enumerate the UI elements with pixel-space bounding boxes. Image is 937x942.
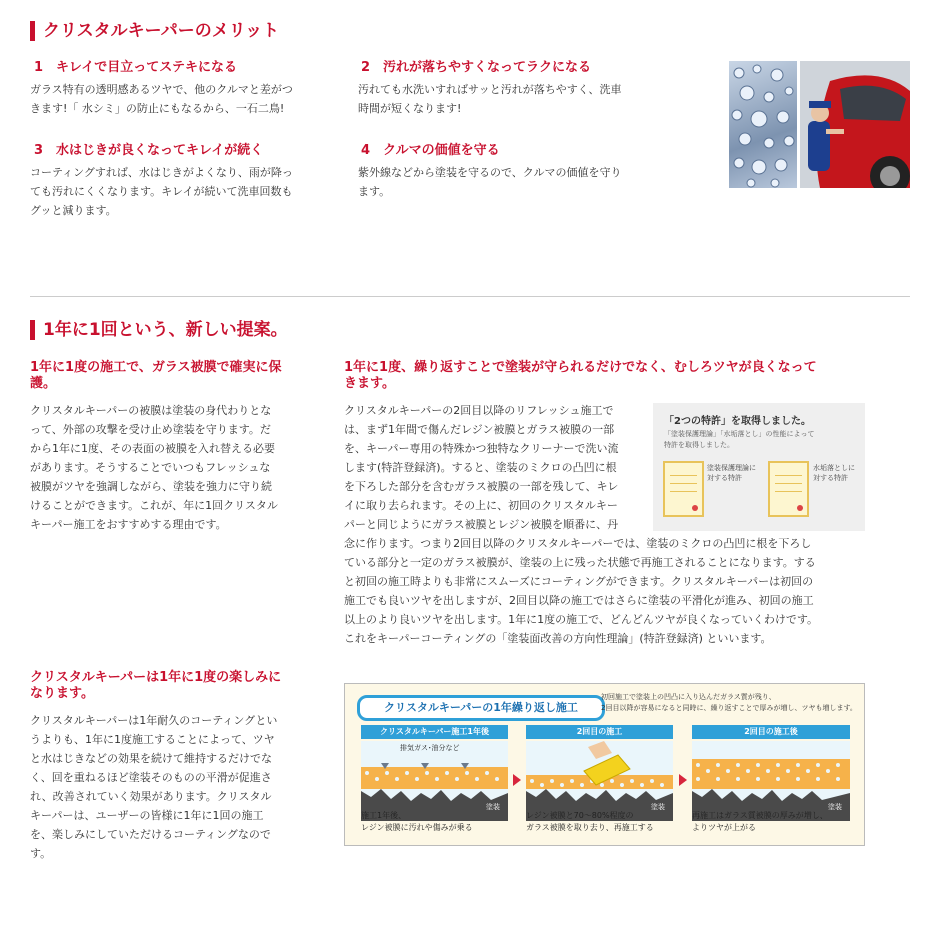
panel-2-header: 2回目の施工 (526, 725, 673, 739)
merit-4-text: 紫外線などから塗装を守るので、クルマの価値を守り ます。 (358, 166, 622, 198)
patent-cert-1-caption: 塗装保護理論に 対する特許 (707, 464, 756, 482)
merit-2-text: 汚れても水洗いすればサッと汚れが落ちやすく、洗車 時間が短くなります! (358, 83, 622, 115)
patent-certificate-1-icon (663, 461, 704, 517)
proposal-col3-heading: クリスタルキーパーは1年に1度の楽しみに なります。 (30, 670, 282, 701)
merit-2-heading: 2 汚れが落ちやすくなってラクになる (361, 60, 592, 75)
patent-cert-2-caption: 水垢落としに 対する特許 (813, 464, 855, 482)
merit-section-title: クリスタルキーパーのメリット (30, 21, 279, 41)
panel-3-caption: 再施工はガラス質被膜の厚みが増し、 よりツヤが上がる (692, 811, 828, 832)
yearly-coating-figure (344, 683, 865, 846)
car-coating-photo (800, 61, 910, 188)
panel-2-paint-label: 塗装 (651, 803, 665, 811)
section-divider (30, 296, 910, 297)
merit-3-text: コーティングすれば、水はじきがよくなり、雨が降っ ても汚れにくくなります。キレイが続いて洗車回数も グッと減ります。 (30, 166, 293, 217)
proposal-col3-text: クリスタルキーパーは1年耐久のコーティングとい うよりも、1年に1度施工することによって、ツヤ と水はじきなどの効果を続けて維持するだけでな く、回を重ねるほど塗装そのものの平滑が促進さ れ、改善されていく効果があります。クリスタル キーパーは、ユーザーの皆様に1年に1回の施工 を、楽しみにしていただけるコーティングなので す。 (30, 714, 278, 860)
merit-4-heading: 4 クルマの価値を守る (361, 143, 500, 158)
proposal-col2-text-narrow: クリスタルキーパーの2回目以降のリフレッシュ施工で は、まず1年間で傷んだレジン被膜とガラス被膜の一部 を、キーパー専用の特殊かつ独特なクリーナーで洗い流 します(特許登録済)。すると、塗装のミクロの凸凹に根 を下ろした部分を含むガラス被膜の一部を残して、キレ イに取り去られます。その上に、初回のクリスタルキー パーと同じようにガラス被膜とレジン被膜を順番に、丹 (344, 404, 619, 531)
patent-title: 「2つの特許」を取得しました。 (664, 416, 811, 427)
figure-note: 初回施工で塗装上の凹凸に入り込んだガラス質が残り、 2回目以降が容易になると同時に、繰り返すことで厚みが増し、ツヤも増します。 (601, 693, 857, 712)
figure-title: クリスタルキーパーの1年繰り返し施工 (357, 695, 605, 721)
panel-1-label: 排気ガス･油分など (400, 744, 460, 752)
panel-1-paint-label: 塗装 (486, 803, 500, 811)
panel-1-caption: 施工1年後、 レジン被膜に汚れや傷みが乗る (361, 811, 473, 832)
panel-1-header: クリスタルキーパー施工1年後 (361, 725, 508, 739)
patent-box (653, 403, 865, 531)
merit-1-text: ガラス特有の透明感あるツヤで、他のクルマと差がつ きます!「 水シミ」の防止にもなるから、一石二鳥! (30, 83, 293, 115)
proposal-section-title: 1年に1回という、新しい提案。 (30, 320, 288, 340)
merit-3-heading: 3 水はじきが良くなってキレイが続く (34, 143, 264, 158)
proposal-col2-heading: 1年に1度、繰り返すことで塗装が守られるだけでなく、むしろツヤが良くなって きます。 (344, 360, 817, 391)
panel-3-header: 2回目の施工後 (692, 725, 850, 739)
water-beads-photo (729, 61, 797, 188)
step-arrow-icon (513, 774, 521, 786)
merit-1-heading: 1 キレイで目立ってステキになる (34, 60, 238, 75)
panel-3-diagram (692, 741, 850, 821)
step-arrow-icon (679, 774, 687, 786)
patent-desc: 「塗装保護理論」「水垢落とし」の性能によって 特許を取得しました。 (664, 430, 815, 449)
panel-3-paint-label: 塗装 (828, 803, 842, 811)
proposal-col2-text-wide: 念に作ります。つまり2回目以降のクリスタルキーパーでは、塗装のミクロの凸凹に根を下ろし ている部分と一定のガラス被膜が、塗装の上に残った状態で再施工されることになります。する と初回の施工時よりも非常にスムーズにコーティングができます。クリスタルキーパーは初回の 施工でも良いツヤを出しますが、2回目以降の施工ではさらに塗装の平滑化が進み、初回の施工 以上のより良いツヤを出します。1年に1度の施工で、どんどんツヤが良くなっていくわけです。 これをキーパーコーティングの「塗装面改善の方向性理論」(特許登録済) といいます。 (344, 537, 819, 645)
panel-2-caption: レジン被膜と70～80%程度の ガラス被膜を取り去り、再施工する (526, 811, 654, 832)
proposal-col1-heading: 1年に1度の施工で、ガラス被膜で確実に保 護。 (30, 360, 282, 391)
proposal-col1-text: クリスタルキーパーの被膜は塗装の身代わりとな って、外部の攻撃を受け止め塗装を守ります。だ から1年に1度、その表面の被膜を入れ替える必要 があります。そうすることでいつもフレッシュな 被膜がツヤを強調しながら、塗装を強力に守り続 けることができます。これが、年に1回クリスタル キーパー施工をおすすめする理由です。 (30, 404, 278, 531)
patent-certificate-2-icon (768, 461, 809, 517)
